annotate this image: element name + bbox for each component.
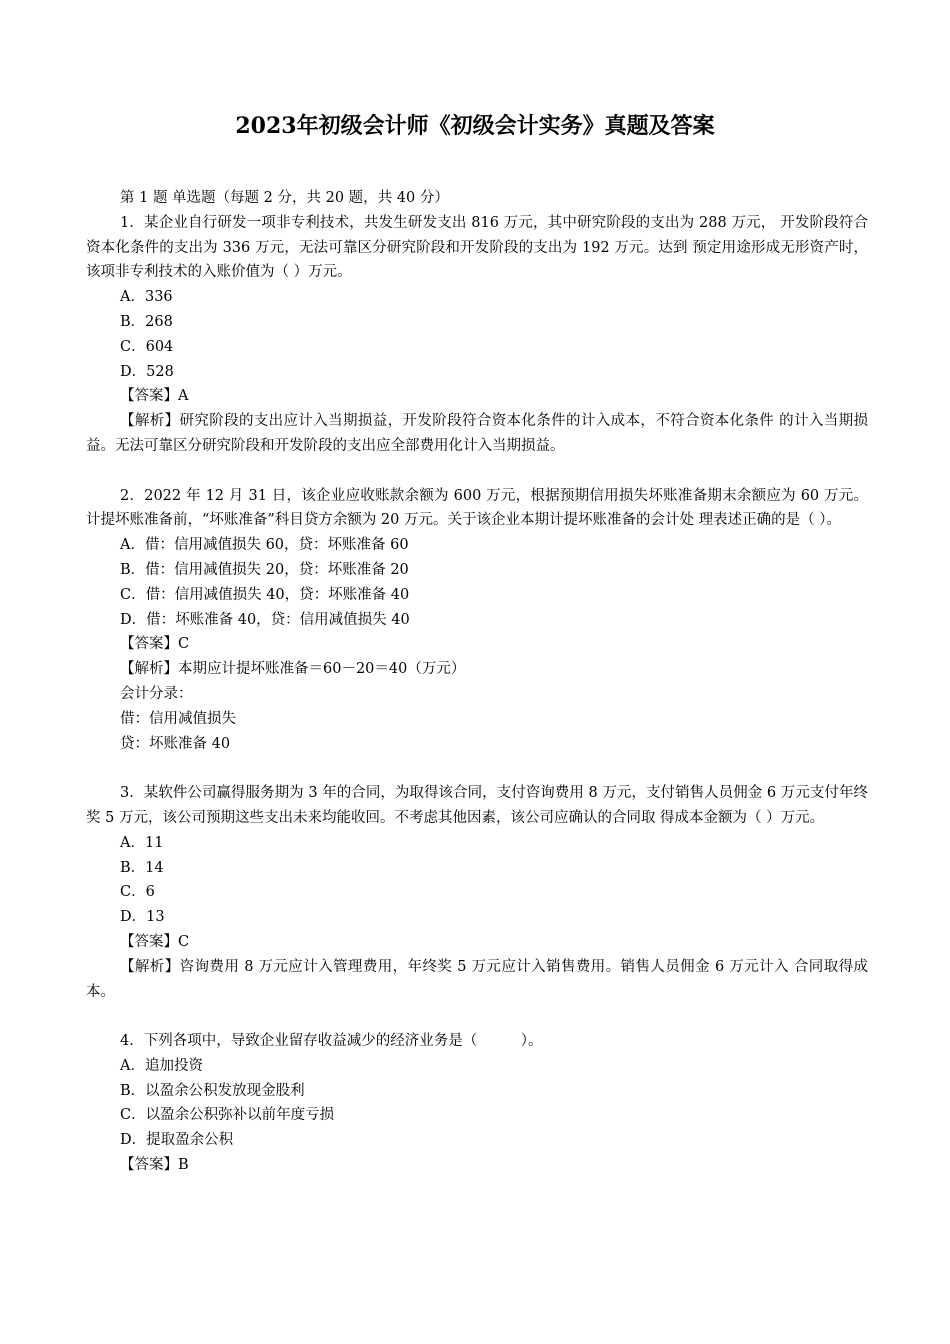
- analysis-line: 贷：坏账准备 40: [120, 735, 231, 752]
- answer: 【答案】B: [120, 1157, 189, 1174]
- spacer: [86, 1004, 868, 1029]
- question-2: [86, 484, 868, 757]
- option-d: D．13: [120, 909, 165, 926]
- question-3: [86, 781, 868, 1004]
- option-d: D．528: [120, 363, 174, 380]
- question-stem: 4．下列各项中，导致企业留存收益减少的经济业务是（ ）。: [120, 1033, 543, 1050]
- section-header: 第 1 题 单选题（每题 2 分，共 20 题，共 40 分）: [120, 190, 449, 206]
- analysis-line: 会计分录：: [120, 685, 193, 702]
- document-body: [86, 186, 868, 1178]
- option-a: A．11: [120, 834, 164, 851]
- spacer: [86, 756, 868, 781]
- option-b: B．14: [120, 859, 164, 876]
- option-a: A．追加投资: [120, 1057, 203, 1074]
- option-b: B．以盈余公积发放现金股利: [120, 1082, 305, 1099]
- option-c: C．6: [120, 884, 155, 901]
- document-title: 2023年初级会计师《初级会计实务》真题及答案: [235, 113, 715, 139]
- question-4: [86, 1029, 868, 1178]
- option-b: B．借：信用减值损失 20，贷：坏账准备 20: [120, 561, 409, 578]
- option-c: C．借：信用减值损失 40，贷：坏账准备 40: [120, 586, 410, 603]
- answer: 【答案】C: [120, 636, 190, 653]
- option-a: A．336: [120, 289, 173, 306]
- question-stem: 1．某企业自行研发一项非专利技术，共发生研发支出 816 万元，其中研究阶段的支出为 288 万元， 开发阶段符合资本化条件的支出为 336 万元，无法可靠区分研究阶段和开发阶段的支出为 192 万元。达到 预定用途形成无形资产时，该项非专利技术的入账价值为（ ）万元。: [86, 214, 868, 281]
- option-a: A．借：信用减值损失 60，贷：坏账准备 60: [120, 537, 409, 554]
- analysis-line: 借：信用减值损失: [120, 710, 236, 727]
- answer: 【答案】C: [120, 933, 190, 950]
- analysis: 【解析】本期应计提坏账准备＝60－20＝40（万元）: [120, 661, 466, 678]
- question-stem: 2．2022 年 12 月 31 日，该企业应收账款余额为 600 万元，根据预期信用损失坏账准备期末余额应为 60 万元。计提坏账准备前，“坏账准备”科目贷方余额为 20 万元。关于该企业本期计提坏账准备的会计处 理表述正确的是（ ）。: [86, 487, 868, 529]
- analysis: 【解析】咨询费用 8 万元应计入管理费用，年终奖 5 万元应计入销售费用。销售人员佣金 6 万元计入 合同取得成本。: [86, 958, 868, 1000]
- question-stem: 3．某软件公司赢得服务期为 3 年的合同，为取得该合同，支付咨询费用 8 万元，支付销售人员佣金 6 万元支付年终奖 5 万元，该公司预期这些支出未来均能收回。不考虑其他因素，该公司应确认的合同取 得成本金额为（ ）万元。: [86, 785, 868, 826]
- option-d: D．借：坏账准备 40，贷：信用减值损失 40: [120, 611, 410, 628]
- answer: 【答案】A: [120, 388, 189, 405]
- option-d: D．提取盈余公积: [120, 1132, 234, 1149]
- option-b: B．268: [120, 313, 173, 330]
- option-c: C．以盈余公积弥补以前年度亏损: [120, 1107, 335, 1124]
- spacer: [86, 459, 868, 484]
- analysis: 【解析】研究阶段的支出应计入当期损益，开发阶段符合资本化条件的计入成本，不符合资本化条件 的计入当期损益。无法可靠区分研究阶段和开发阶段的支出应全部费用化计入当期损益。: [86, 413, 868, 454]
- option-c: C．604: [120, 338, 174, 355]
- question-1: [86, 211, 868, 459]
